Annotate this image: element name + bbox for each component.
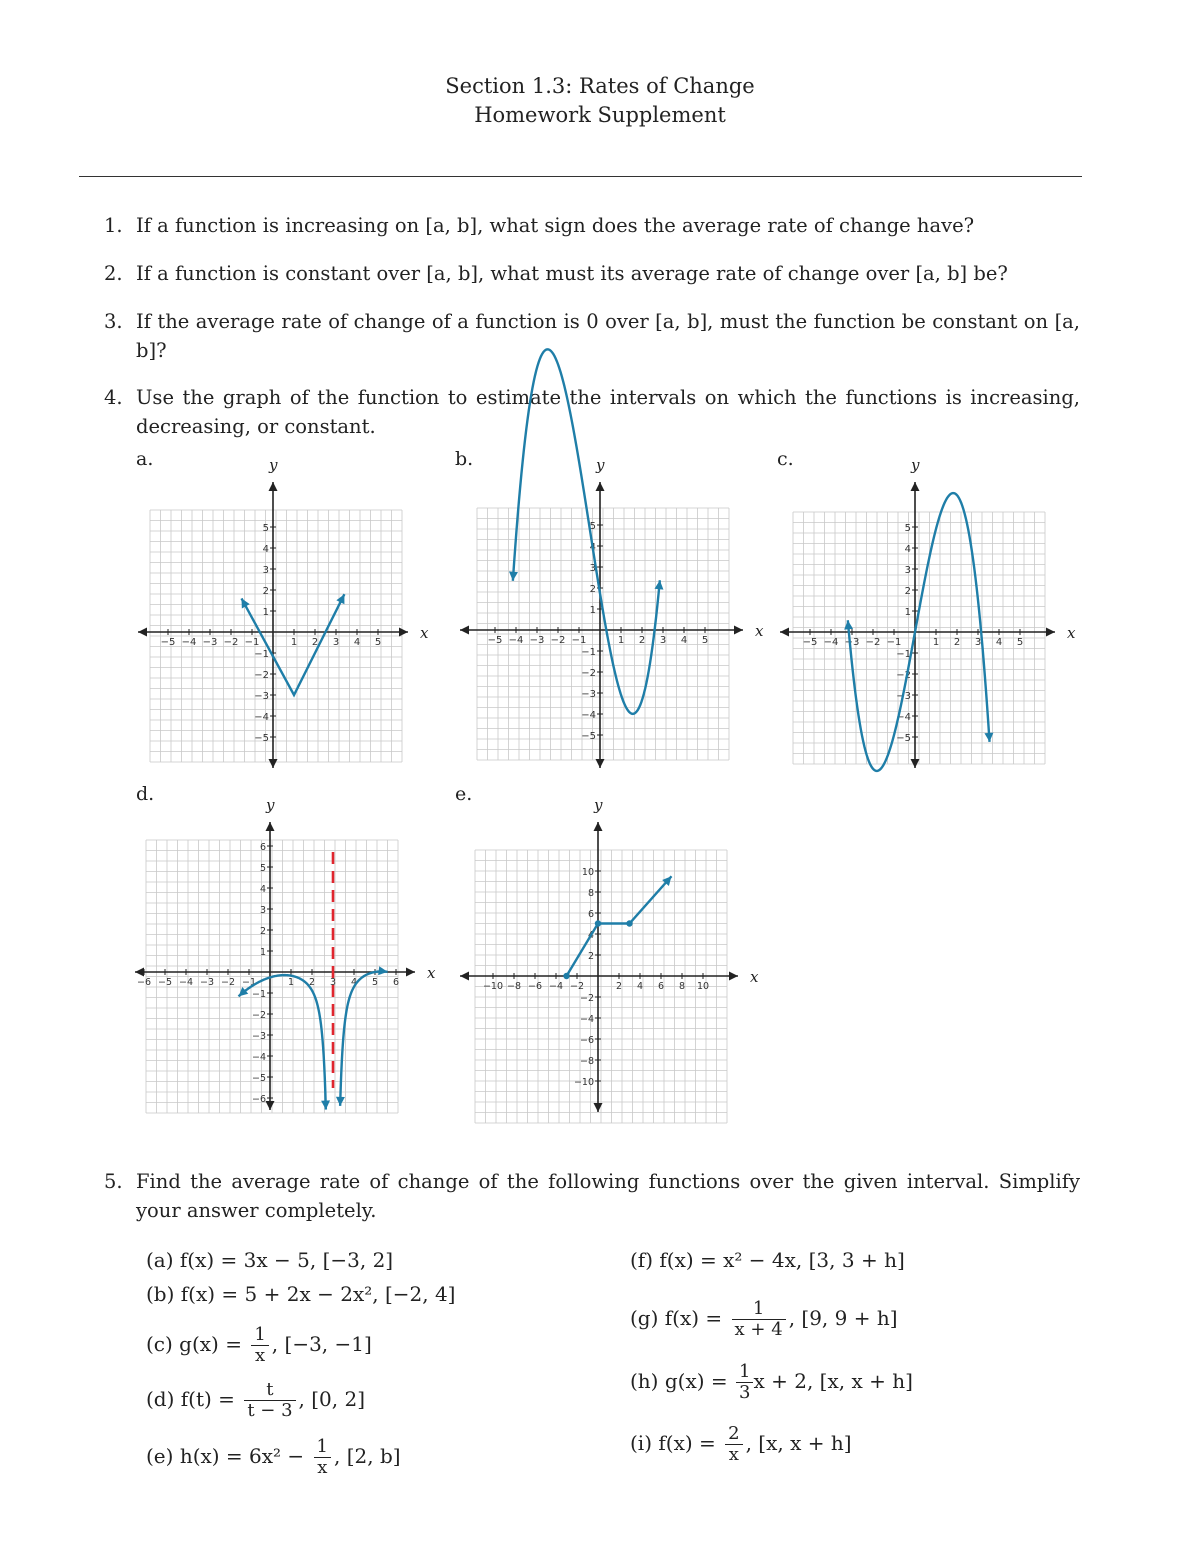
y-tick-label: 10 [581,867,594,878]
denominator: 3 [739,1382,751,1403]
x-axis-arrow [460,626,469,635]
y-tick-label: −2 [254,670,269,681]
y-tick-label: −1 [251,989,266,1000]
problem-lhs: g(x) = [664,1369,728,1393]
denominator: x [728,1444,739,1465]
graph-b-label: b. [455,448,474,470]
x-tick-label: −5 [487,635,503,646]
x-tick-label: 3 [659,635,667,646]
curve-arrow [321,1100,330,1109]
curve-arrow [336,1097,345,1106]
y-tick-label: −1 [896,649,911,660]
numerator: 1 [251,1325,268,1346]
y-tick-label: −2 [251,1010,266,1021]
x-axis-arrow [1046,628,1055,637]
y-tick-label: 4 [589,542,596,553]
fraction [244,1380,295,1421]
x-tick-label: −3 [199,977,215,988]
y-axis-arrow [596,482,605,491]
problem-label: (a) [146,1248,174,1272]
x-tick-label: −3 [844,637,860,648]
question-number: 5. [104,1170,123,1193]
x-tick-label: −3 [529,635,545,646]
x-tick-label: −2 [865,637,881,648]
graph-a [130,456,430,780]
x-tick-label: −1 [241,977,257,988]
y-tick-label: −3 [254,691,269,702]
x-tick-label: 6 [392,977,400,988]
problem-h [630,1362,913,1403]
data-point [595,920,601,926]
y-tick-label: 1 [589,605,596,616]
x-tick-label: 2 [308,977,316,988]
y-axis-arrow [594,822,603,831]
numerator: 2 [725,1424,742,1445]
denominator: x + 4 [734,1319,783,1340]
data-point [563,973,569,979]
x-tick-label: 4 [995,637,1003,648]
graph-e-label: e. [455,783,473,805]
y-tick-label: −5 [896,733,911,744]
problem-expression: f(x) = x² − 4x, [3, 3 + h] [659,1248,905,1272]
y-tick-label: 1 [259,947,266,958]
y-tick-label: 8 [587,888,594,899]
y-tick-label: −2 [581,668,596,679]
page-subtitle: Homework Supplement [474,103,726,127]
question-text: If the average rate of change of a function is 0 over [a, b], must the function be constant on [a, b]? [136,310,1080,362]
x-tick-label: −3 [202,637,218,648]
problem-d [146,1380,365,1421]
x-axis-label: x [750,968,759,986]
x-tick-label: 4 [680,635,688,646]
x-tick-label: −6 [527,981,543,992]
x-axis-label: x [427,964,436,982]
y-axis-arrow [269,759,278,768]
x-tick-label: −1 [886,637,902,648]
y-tick-label: 5 [259,863,266,874]
x-tick-label: −5 [802,637,818,648]
x-axis-arrow [460,972,469,981]
x-tick-label: −2 [569,981,585,992]
problem-lhs: g(x) = [179,1332,242,1356]
x-tick-label: 2 [311,637,319,648]
x-axis-label: x [1067,624,1076,642]
denominator: x [317,1457,328,1478]
x-tick-label: −2 [550,635,566,646]
problem-expression: f(x) = 3x − 5, [−3, 2] [179,1248,394,1272]
x-tick-label: −2 [220,977,236,988]
y-axis-arrow [911,759,920,768]
page-header [0,72,1200,130]
right-branch [340,971,387,1105]
denominator: x [254,1345,266,1366]
y-tick-label: 4 [587,930,594,941]
x-tick-label: −1 [244,637,260,648]
x-tick-label: 5 [701,635,709,646]
y-axis-arrow [911,482,920,491]
y-tick-label: −2 [579,993,594,1004]
y-tick-label: −6 [251,1094,266,1105]
y-tick-label: −6 [579,1035,594,1046]
problem-lhs: f(x) = [664,1306,723,1330]
y-axis-label: y [269,456,278,474]
fraction [314,1437,331,1478]
graph-c-label: c. [777,448,794,470]
fraction [251,1325,268,1366]
y-tick-label: 6 [587,909,594,920]
y-axis-arrow [269,482,278,491]
x-axis-arrow [406,968,415,977]
y-tick-label: 2 [904,586,911,597]
x-tick-label: 3 [332,637,340,648]
x-tick-label: −5 [157,977,173,988]
x-tick-label: −10 [482,981,504,992]
x-axis-arrow [399,628,408,637]
y-tick-label: 2 [262,586,269,597]
y-tick-label: 3 [589,563,596,574]
problem-rhs: , [x, x + h] [745,1431,852,1455]
graph-e [455,796,765,1122]
curve-arrow [984,733,993,742]
x-tick-label: 3 [329,977,337,988]
problem-e [146,1437,401,1478]
problem-label: (i) [630,1431,653,1455]
x-tick-label: −1 [571,635,587,646]
problem-lhs: h(x) = 6x² − [179,1444,305,1468]
y-tick-label: −3 [581,689,596,700]
x-tick-label: 4 [350,977,358,988]
x-tick-label: 4 [636,981,644,992]
problem-label: (f) [630,1248,654,1272]
y-tick-label: 3 [262,565,269,576]
x-tick-label: −4 [823,637,839,648]
problem-a [146,1247,393,1273]
y-tick-label: 3 [259,905,266,916]
x-tick-label: −8 [506,981,522,992]
problem-lhs: f(t) = [180,1387,235,1411]
y-tick-label: −3 [251,1031,266,1042]
problem-rhs: , [−3, −1] [271,1332,372,1356]
x-tick-label: 1 [290,637,298,648]
question-2 [104,259,1080,288]
question-3 [104,307,1080,365]
y-axis-arrow [596,759,605,768]
question-text: Use the graph of the function to estimate the intervals on which the functions is increasing, decreasing, or constant. [136,386,1080,438]
question-5 [104,1167,1080,1225]
piecewise-curve [567,876,672,976]
y-tick-label: −4 [254,712,269,723]
fraction [732,1299,786,1340]
x-axis-arrow [729,972,738,981]
y-axis-label: y [594,796,603,814]
question-text: If a function is increasing on [a, b], what sign does the average rate of change have? [136,214,975,237]
question-number: 4. [104,386,123,409]
header-divider [79,176,1082,177]
y-tick-label: −1 [254,649,269,660]
x-tick-label: 1 [617,635,625,646]
question-number: 3. [104,310,123,333]
x-tick-label: −6 [136,977,152,988]
graph-d [130,796,440,1122]
x-axis-arrow [780,628,789,637]
x-axis-arrow [734,626,743,635]
problem-expression: f(x) = 5 + 2x − 2x², [−2, 4] [180,1282,456,1306]
denominator: t − 3 [247,1400,293,1421]
x-tick-label: −4 [181,637,197,648]
question-number: 2. [104,262,123,285]
y-tick-label: 6 [259,842,266,853]
x-axis-label: x [755,622,764,640]
x-tick-label: 5 [1016,637,1024,648]
problem-i [630,1424,852,1465]
numerator: 1 [732,1299,786,1320]
x-tick-label: 1 [932,637,940,648]
problem-rhs: x + 2, [x, x + h] [753,1369,913,1393]
y-tick-label: −2 [896,670,911,681]
question-text: If a function is constant over [a, b], what must its average rate of change over [a, b] be? [136,262,1008,285]
x-tick-label: −4 [508,635,524,646]
numerator: t [244,1380,295,1401]
problem-rhs: , [0, 2] [298,1387,366,1411]
y-axis-arrow [266,1101,275,1110]
problem-f [630,1247,905,1273]
y-tick-label: −10 [573,1077,594,1088]
y-tick-label: 5 [904,523,911,534]
y-axis-label: y [266,796,275,814]
x-tick-label: 5 [371,977,379,988]
y-tick-label: 2 [259,926,266,937]
question-1 [104,211,1080,240]
x-tick-label: 8 [678,981,686,992]
problem-rhs: , [2, b] [334,1444,401,1468]
y-tick-label: 2 [587,951,594,962]
y-tick-label: −1 [581,647,596,658]
x-axis-arrow [138,628,147,637]
y-tick-label: 1 [262,607,269,618]
y-tick-label: 2 [589,584,596,595]
graph-c [775,456,1085,780]
y-tick-label: 1 [904,607,911,618]
question-text: Find the average rate of change of the following functions over the given interval. Simplify your answer completely. [136,1170,1080,1222]
problem-label: (h) [630,1369,659,1393]
page-title: Section 1.3: Rates of Change [445,74,755,98]
graph-b [455,456,765,780]
problem-label: (e) [146,1444,174,1468]
y-axis-arrow [266,822,275,831]
curve-arrow [509,572,518,581]
y-tick-label: −5 [251,1073,266,1084]
x-tick-label: −2 [223,637,239,648]
y-tick-label: 4 [904,544,911,555]
problem-lhs: f(x) = [658,1431,716,1455]
x-tick-label: 2 [615,981,623,992]
question-4 [104,383,1080,441]
problem-label: (b) [146,1282,175,1306]
problem-label: (d) [146,1387,175,1411]
y-tick-label: −4 [896,712,911,723]
x-tick-label: −4 [178,977,194,988]
y-axis-label: y [911,456,920,474]
y-axis-label: y [596,456,605,474]
x-axis-label: x [420,624,429,642]
problem-c [146,1325,372,1366]
y-tick-label: −5 [254,733,269,744]
y-tick-label: 4 [259,884,266,895]
x-tick-label: −5 [160,637,176,648]
fraction [736,1362,753,1403]
y-tick-label: −4 [579,1014,594,1025]
y-tick-label: −4 [251,1052,266,1063]
problem-label: (c) [146,1332,173,1356]
x-tick-label: 3 [974,637,982,648]
problem-label: (g) [630,1306,659,1330]
x-tick-label: 6 [657,981,665,992]
y-tick-label: −4 [581,710,596,721]
y-tick-label: 5 [262,523,269,534]
x-tick-label: 5 [374,637,382,648]
y-tick-label: 3 [904,565,911,576]
y-tick-label: 5 [589,521,596,532]
question-number: 1. [104,214,123,237]
graph-a-label: a. [136,448,154,470]
data-point [626,920,632,926]
x-tick-label: −4 [548,981,564,992]
y-tick-label: 4 [262,544,269,555]
x-tick-label: 1 [287,977,295,988]
x-tick-label: 2 [953,637,961,648]
x-tick-label: 4 [353,637,361,648]
problem-g [630,1299,898,1340]
x-tick-label: 2 [638,635,646,646]
numerator: 1 [314,1437,331,1458]
y-tick-label: −3 [896,691,911,702]
y-tick-label: −8 [579,1056,594,1067]
numerator: 1 [736,1362,753,1383]
x-axis-arrow [135,968,144,977]
problem-rhs: , [9, 9 + h] [788,1306,898,1330]
x-tick-label: 10 [696,981,710,992]
y-tick-label: −5 [581,731,596,742]
fraction [725,1424,742,1465]
graph-d-label: d. [136,783,155,805]
problem-b [146,1281,455,1307]
